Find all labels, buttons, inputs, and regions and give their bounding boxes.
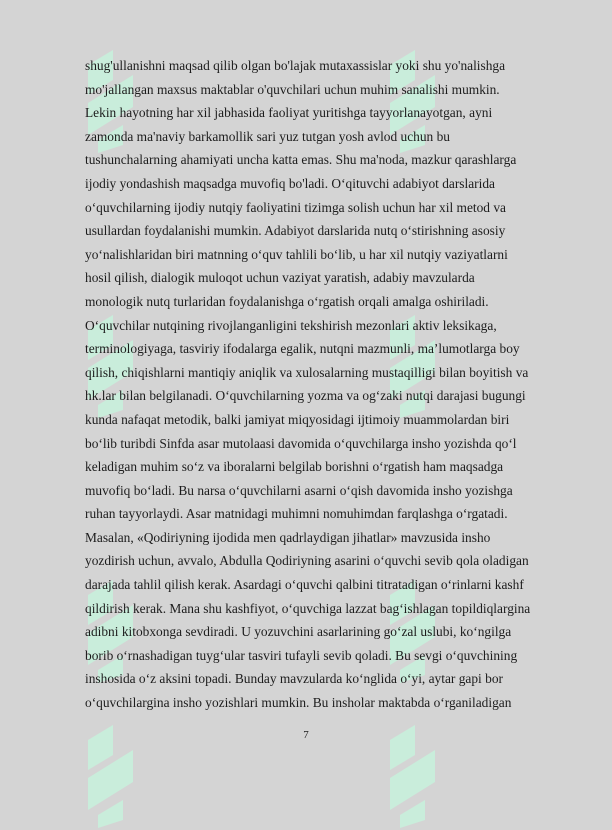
text-line: inshosida o‘z aksini topadi. Bunday mavzularda ko‘nglida o‘yi, aytar gapi bor xyxy=(85,671,503,687)
text-line: yo‘nalishlaridan biri matnning o‘quv tahlili bo‘lib, u har xil nutqiy vaziyatlarni xyxy=(85,246,508,262)
text-line: muvofiq bo‘ladi. Bu narsa o‘quvchilarni asarni o‘qish davomida insho yozishga xyxy=(85,482,513,498)
text-line: terminologiyaga, tasviriy ifodalarga egalik, nutqni mazmunli, ma’lumotlarga boy xyxy=(85,341,520,357)
text-line: keladigan muhim so‘z va iboralarni belgilab borishni o‘rgatish ham maqsadga xyxy=(85,459,504,475)
text-line: adibni kitobxonga sevdiradi. U yozuvchini asarlarining go‘zal uslubi, ko‘ngilga xyxy=(85,624,512,640)
text-line: O‘quvchilar nutqining rivojlanganligini tekshirish mezonlari aktiv leksikaga, xyxy=(85,317,497,333)
text-line: qildirish kerak. Mana shu kashfiyot, o‘quvchiga lazzat bag‘ishlagan topildiqlargina xyxy=(85,600,531,616)
text-line: monologik nutq turlaridan foydalanishga o‘rgatish orqali amalga oshiriladi. xyxy=(85,293,489,309)
text-line: bo‘lib turibdi Sinfda asar mutolaasi davomida o‘quvchilarga insho yozishda qo‘l xyxy=(85,435,517,451)
text-line: hosil qilish, dialogik muloqot uchun vaziyat yaratish, adabiy mavzularda xyxy=(85,270,475,286)
body-text xyxy=(85,54,555,715)
text-line: usullardan foydalanishi mumkin. Adabiyot darslarida nutq o‘stirishning asosiy xyxy=(85,223,506,239)
text-line: tushunchalarning ahamiyati uncha katta emas. Shu ma'noda, mazkur qarashlarga xyxy=(85,152,517,168)
text-line: Lekin hayotning har xil jabhasida faoliyat yuritishga tayyorlanayotgan, ayni xyxy=(85,105,493,121)
text-line: Masalan, «Qodiriyning ijodida men qadrlaydigan jihatlar» mavzusida insho xyxy=(85,529,491,545)
page-number: 7 xyxy=(303,729,309,741)
text-line: mo'jallangan maxsus maktablar o'quvchilari uchun muhim sanalishi mumkin. xyxy=(85,81,500,97)
text-line: yozdirish uchun, avvalo, Abdulla Qodiriyning asarini o‘quvchi sevib qola oladigan xyxy=(85,553,529,569)
text-line: shug'ullanishni maqsad qilib olgan bo'lajak mutaxassislar yoki shu yo'nalishga xyxy=(85,58,506,73)
text-line: kunda nafaqat metodik, balki jamiyat miqyosidagi ijtimoiy muammolardan biri xyxy=(85,411,510,427)
text-line: hk.lar bilan belgilanadi. O‘quvchilarning yozma va og‘zaki nutqi darajasi bugungi xyxy=(85,388,526,404)
text-line: o‘quvchilargina insho yozishlari mumkin. Bu insholar maktabda o‘rganiladigan xyxy=(85,695,512,711)
text-line: o‘quvchilarning ijodiy nutqiy faoliyatini tizimga solish uchun har xil metod va xyxy=(85,199,506,215)
text-line: darajada tahlil qilish kerak. Asardagi o‘quvchi qalbini titratadigan o‘rinlarni kashf xyxy=(85,577,524,593)
text-line: ruhan tayyorlaydi. Asar matnidagi muhimni nomuhimdan farqlashga o‘rgatadi. xyxy=(85,506,508,522)
text-line: qilish, chiqishlarni mantiqiy aniqlik va xulosalarning mustaqilligi bilan boyitish va xyxy=(85,364,529,380)
text-line: ijodiy yondashish maqsadga muvofiq bo'ladi. O‘qituvchi adabiyot darslarida xyxy=(85,175,496,191)
text-line: zamonda ma'naviy barkamollik sari yuz tutgan yosh avlod uchun bu xyxy=(85,128,450,144)
text-line: borib o‘rnashadigan tuyg‘ular tasviri tufayli sevib qoladi. Bu sevgi o‘quvchining xyxy=(85,647,518,663)
